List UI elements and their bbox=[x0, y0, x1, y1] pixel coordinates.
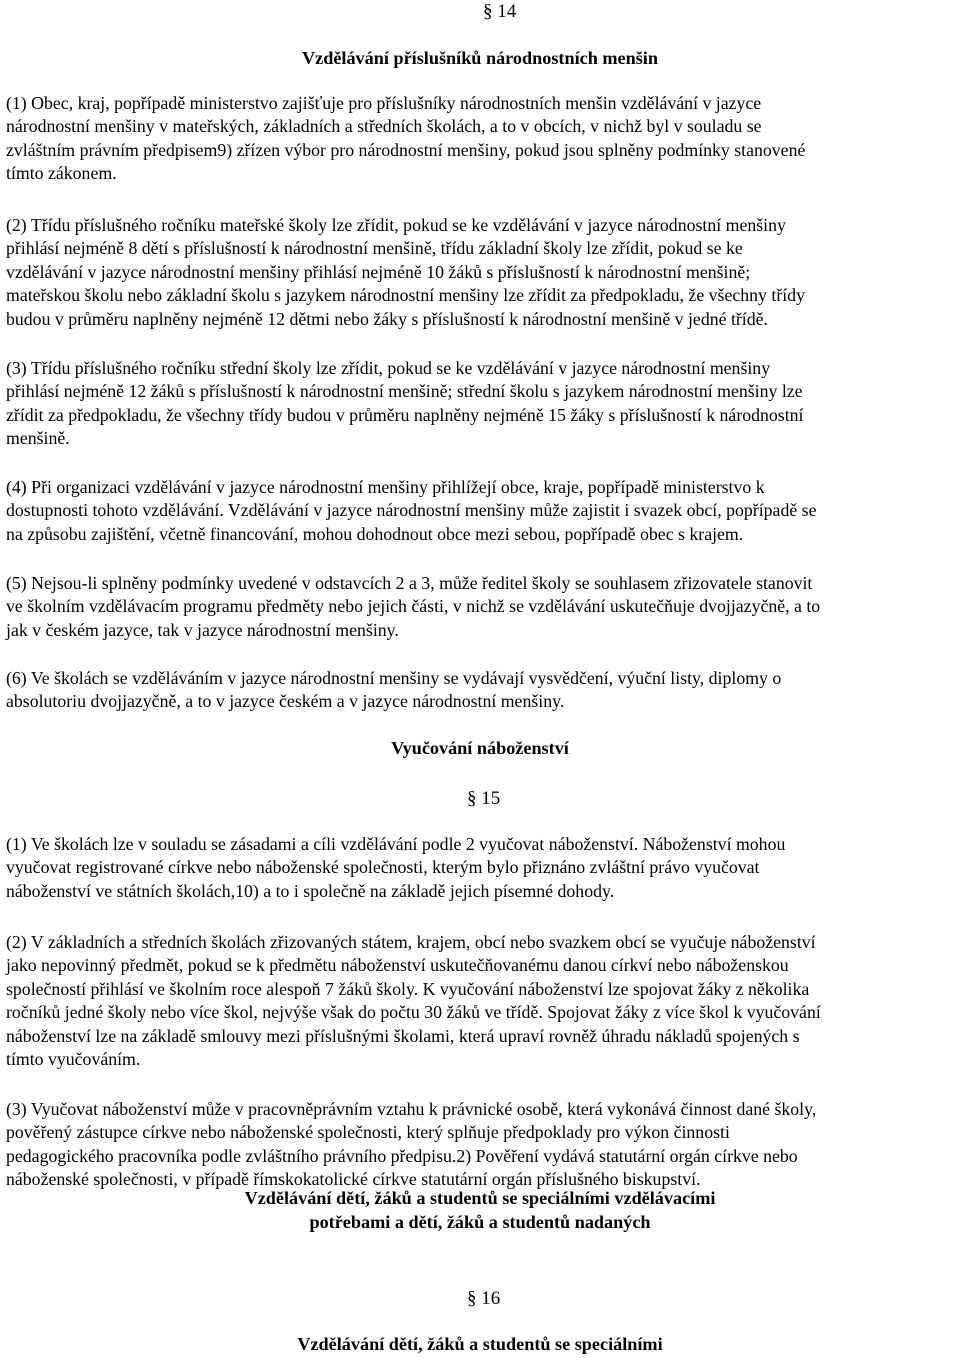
section-15-paragraph-2: (2) V základních a středních školách zřizovaných státem, krajem, obcí nebo svazkem obcí se vyučuje náboženství jako nepovinný předmět, pokud se k předmětu náboženství uskutečňovanému danou církví nebo náboženskou společností přihlásí ve školním roce alespoň 7 žáků školy. K vyučování náboženství lze spojovat žáky z několika ročníků jedné školy nebo více škol, nejvýše však do počtu 30 žáků ve třídě. Spojovat žáky z více škol k vyučování náboženství lze na základě smlouvy mezi příslušnými školami, která upraví rovněž úhradu nákladů spojených s tímto vyučováním. bbox=[6, 932, 821, 1070]
section-14-paragraph-6: (6) Ve školách se vzděláváním v jazyce národnostní menšiny se vydávají vysvědčení, výuční listy, diplomy o absolutoriu dvojjazyčně, a to v jazyce českém a v jazyce národnostní menšiny. bbox=[6, 668, 782, 712]
section-14-number: § 14 bbox=[483, 1, 517, 22]
section-15-paragraph-1: (1) Ve školách lze v souladu se zásadami a cíli vzdělávání podle 2 vyučovat náboženství. Náboženství mohou vyučovat registrované církve nebo náboženské společnosti, kterým bylo přiznáno zvláštní právo vyučovat náboženství ve státních školách,10) a to i společně na základě jejich písemné dohody. bbox=[6, 834, 786, 901]
section-16-title: Vzdělávání dětí, žáků a studentů se speciálními bbox=[297, 1334, 663, 1354]
section-15-number: § 15 bbox=[467, 788, 501, 809]
section-14-title: Vzdělávání příslušníků národnostních menšin bbox=[302, 48, 658, 68]
section-15-paragraph-3: (3) Vyučovat náboženství může v pracovněprávním vztahu k právnické osobě, která vykonává činnost dané školy, pověřený zástupce církve nebo náboženské společnosti, který splňuje předpoklady pro výkon činnosti pedagogického pracovníka podle zvláštního právního předpisu.2) Pověření vydává statutární orgán církve nebo náboženské společnosti, v případě římskokatolické církve statutární orgán příslušného biskupství. bbox=[6, 1099, 817, 1190]
section-16-number: § 16 bbox=[467, 1288, 501, 1309]
section-15-title: Vyučování náboženství bbox=[391, 738, 569, 758]
part-heading-line-1: Vzdělávání dětí, žáků a studentů se speciálními vzdělávacími bbox=[244, 1188, 716, 1208]
section-14-paragraph-4: (4) Při organizaci vzdělávání v jazyce národnostní menšiny přihlížejí obce, kraje, popřípadě ministerstvo k dostupnosti tohoto vzdělávání. Vzdělávání v jazyce národnostní menšiny může zajistit i svazek obcí, popřípadě se na způsobu zajištění, včetně financování, mohou dohodnout obce mezi sebou, popřípadě obec s krajem. bbox=[6, 477, 817, 544]
section-14-paragraph-5: (5) Nejsou-li splněny podmínky uvedené v odstavcích 2 a 3, může ředitel školy se souhlasem zřizovatele stanovit ve školním vzdělávacím programu předměty nebo jejich části, v nichž se vzdělávání uskutečňuje dvojjazyčně, a to jak v českém jazyce, tak v jazyce národnostní menšiny. bbox=[6, 573, 821, 640]
part-heading-line-2: potřebami a dětí, žáků a studentů nadaných bbox=[309, 1212, 651, 1232]
section-14-paragraph-1: (1) Obec, kraj, popřípadě ministerstvo zajišťuje pro příslušníky národnostních menšin vzdělávání v jazyce národnostní menšiny v mateřských, základních a středních školách, a to v obcích, v nichž byl v souladu se zvláštním právním předpisem9) zřízen výbor pro národnostní menšiny, pokud jsou splněny podmínky stanovené tímto zákonem. bbox=[6, 93, 806, 184]
section-14-paragraph-2: (2) Třídu příslušného ročníku mateřské školy lze zřídit, pokud se ke vzdělávání v jazyce národnostní menšiny přihlásí nejméně 8 dětí s příslušností k národnostní menšině, třídu základní školy lze zřídit, pokud se ke vzdělávání v jazyce národnostní menšiny přihlásí nejméně 10 žáků s příslušností k národnostní menšině; mateřskou školu nebo základní školu s jazykem národnostní menšiny lze zřídit za předpokladu, že všechny třídy budou v průměru naplněny nejméně 12 dětmi nebo žáky s příslušností k národnostní menšině v jedné třídě. bbox=[6, 215, 805, 329]
section-14-paragraph-3: (3) Třídu příslušného ročníku střední školy lze zřídit, pokud se ke vzdělávání v jazyce národnostní menšiny přihlásí nejméně 12 žáků s příslušností k národnostní menšině; střední školu s jazykem národnostní menšiny lze zřídit za předpokladu, že všechny třídy budou v průměru naplněny nejméně 15 žáky s příslušností k národnostní menšině. bbox=[6, 358, 804, 449]
